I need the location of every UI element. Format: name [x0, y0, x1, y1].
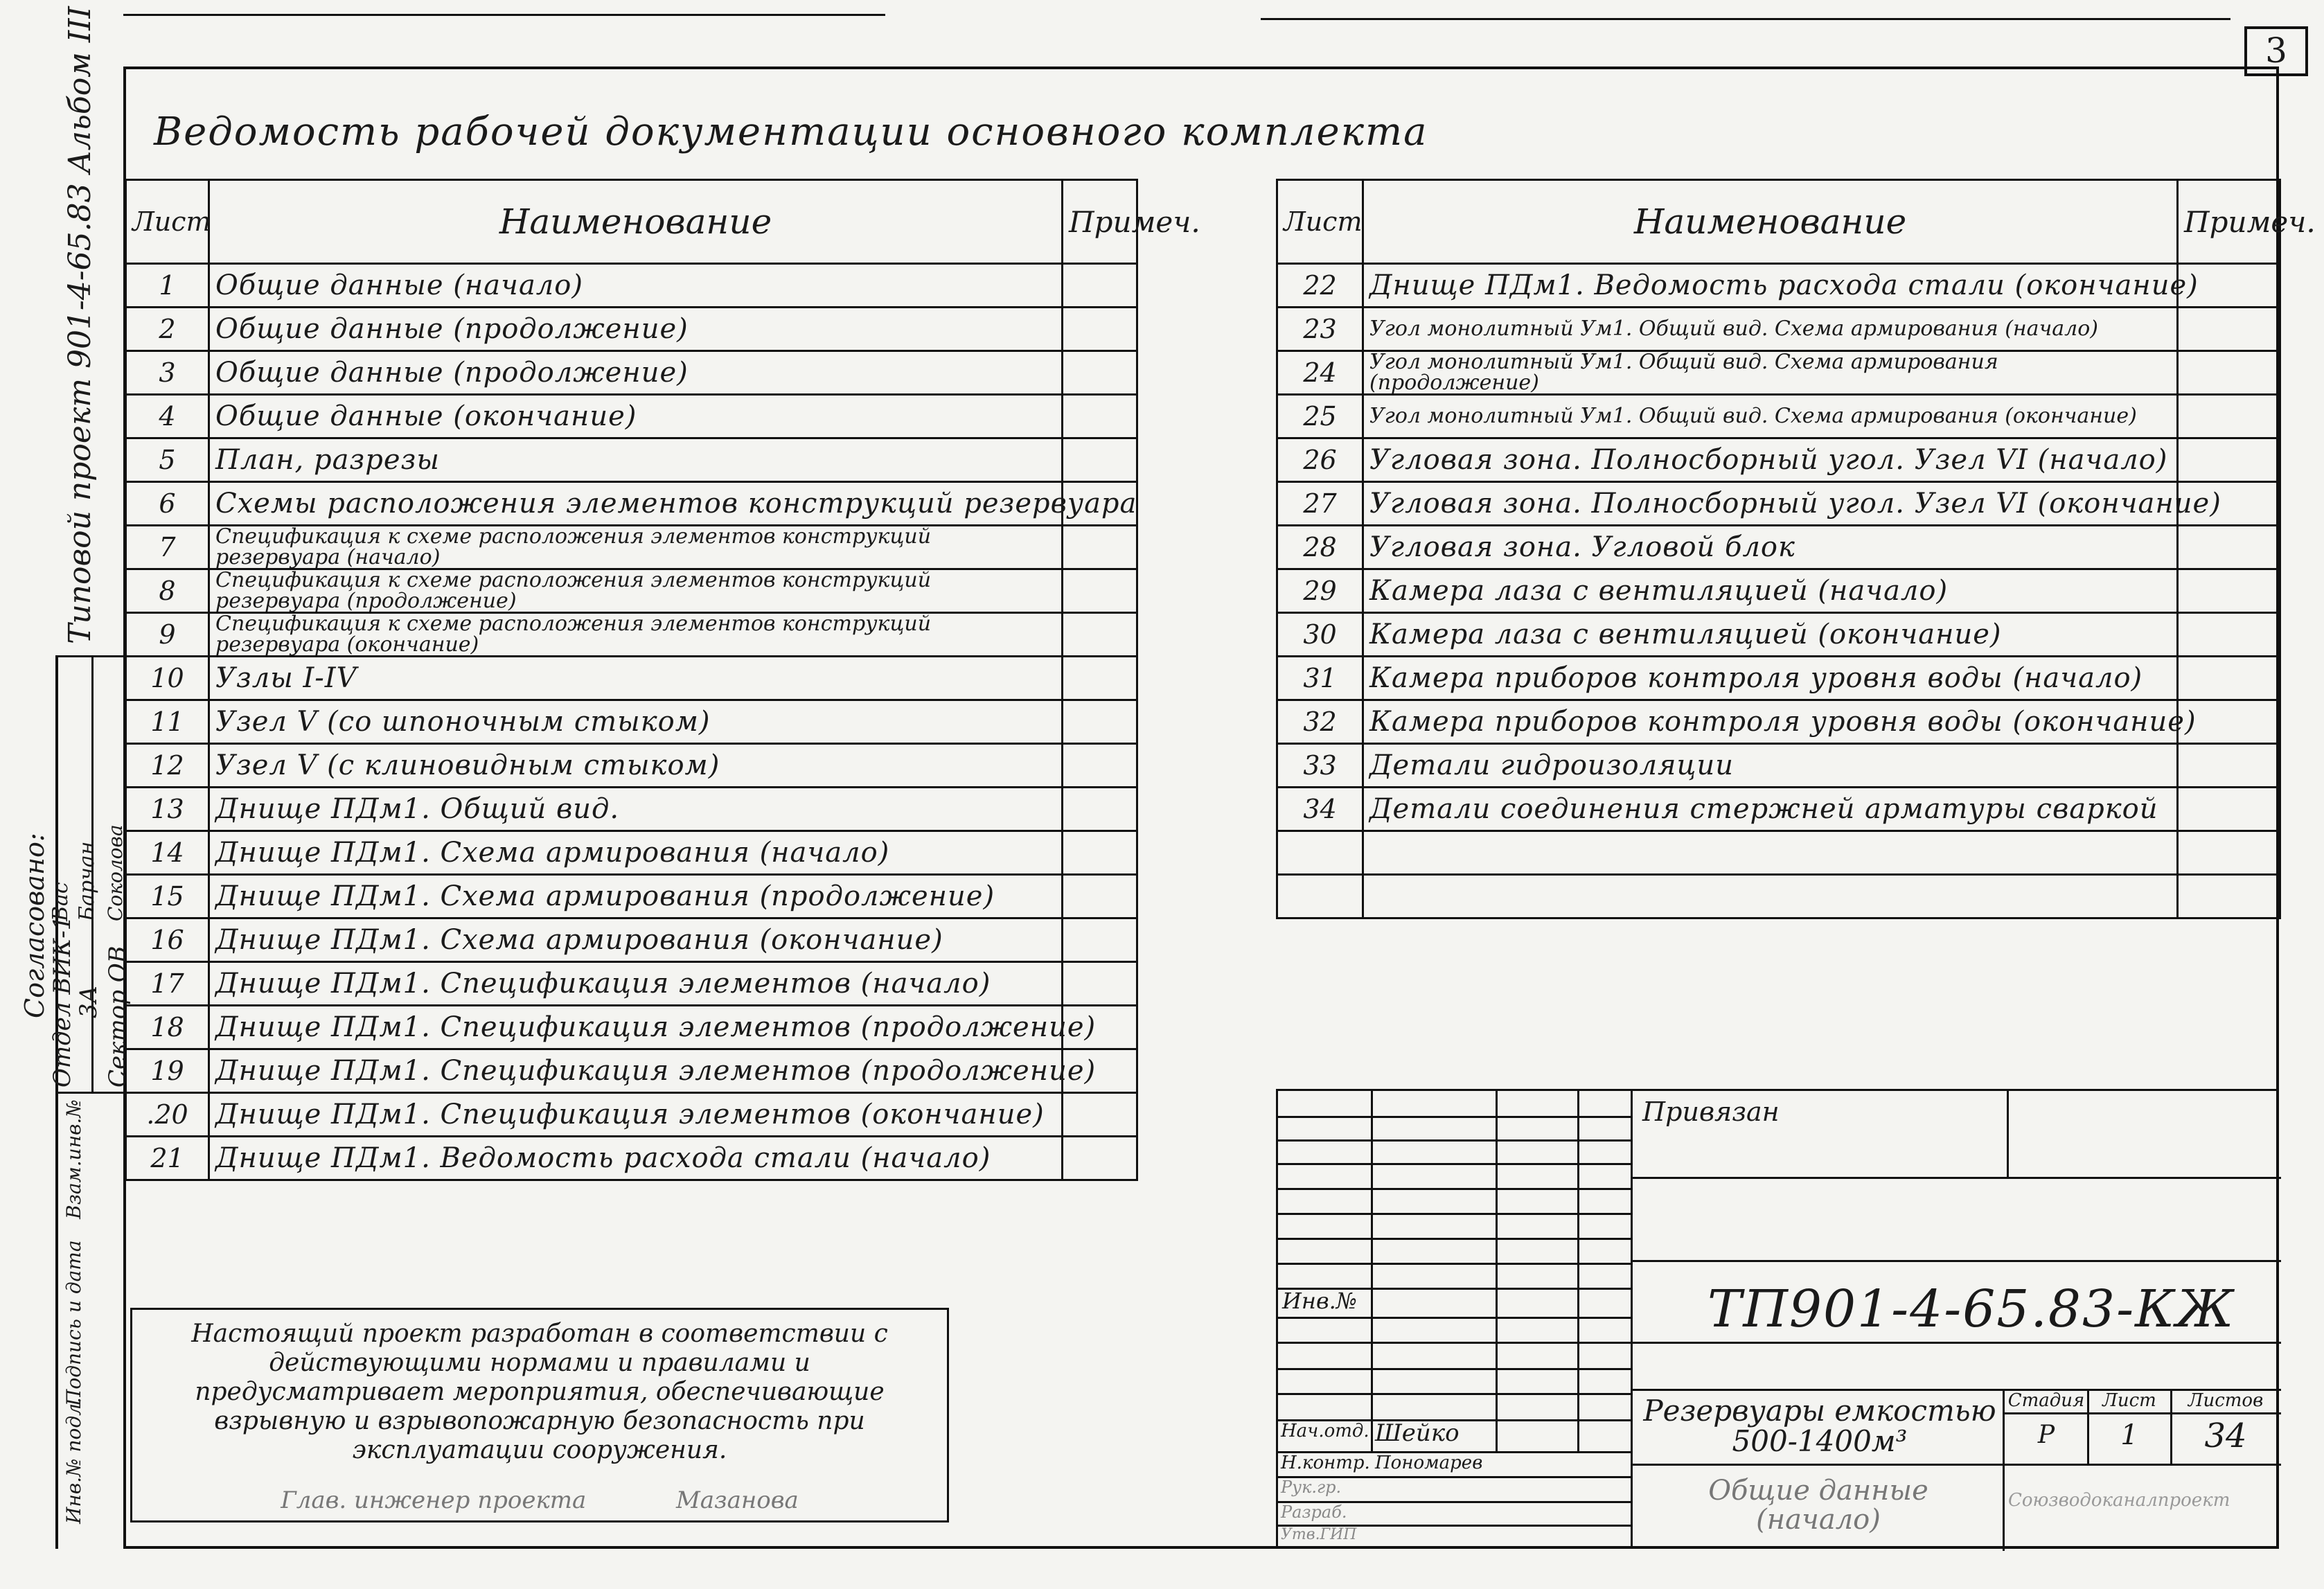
sheet-note [2178, 875, 2280, 918]
sheet-note [2178, 569, 2280, 613]
sheet-number: 29 [1277, 569, 1363, 613]
document-row [1277, 744, 2280, 788]
stamp-sheets: 34 [2204, 1417, 2247, 1455]
stamp-stage: Р [2037, 1421, 2055, 1449]
sheet-note [1063, 831, 1137, 875]
sheet-number: 17 [126, 962, 209, 1006]
sheet-note [1063, 351, 1137, 395]
sheet-note [2178, 831, 2280, 875]
stamp-org: Союзводоканалпроект [2008, 1490, 2230, 1511]
project-note [130, 1308, 949, 1523]
sheet-number: 15 [126, 875, 209, 918]
sheet-name: Узлы I-IV [209, 657, 1063, 700]
sheet-number: 7 [126, 526, 209, 569]
sheet-name: Детали гидроизоляции [1363, 744, 2178, 788]
sheet-name: Общие данные (начало) [209, 264, 1063, 308]
sheet-note [1063, 438, 1137, 482]
stamp-sheet-title: Общие данные (начало) [1708, 1475, 1928, 1536]
document-row [126, 788, 1137, 831]
sheet-name: Камера приборов контроля уровня воды (окончание) [1363, 700, 2178, 744]
sheet-number: 2 [126, 308, 209, 351]
sheet-name [1363, 875, 2178, 918]
stamp-role-2: Рук.гр. [1281, 1477, 1342, 1497]
stamp-stage-h: Стадия [2007, 1390, 2085, 1411]
sheet-number: .20 [126, 1093, 209, 1137]
approval-sector: 3А [75, 985, 103, 1018]
sheet-number: 21 [126, 1137, 209, 1180]
sheet-number: 33 [1277, 744, 1363, 788]
approval-sector-name: Сектор ОВ [104, 946, 132, 1088]
stamp-role-3: Разраб. [1281, 1502, 1347, 1522]
stamp-role-1: Н.контр. [1281, 1453, 1370, 1473]
col-header-name: Наименование [209, 180, 1063, 264]
sheet-note [1063, 1093, 1137, 1137]
sheet-number [1277, 875, 1363, 918]
stamp-name-0: Шейко [1375, 1419, 1460, 1447]
sheet-name: Узел V (со шпоночным стыком) [209, 700, 1063, 744]
sheet-name: Угловая зона. Полносборный угол. Узел VI (начало) [1363, 438, 2178, 482]
stamp-inv: Инв.№ [1282, 1288, 1358, 1314]
sheet-number: 10 [126, 657, 209, 700]
page-number: 3 [2244, 26, 2308, 76]
sheet-name: Днище ПДм1. Спецификация элементов (продолжение) [209, 1049, 1063, 1093]
document-row [126, 482, 1137, 526]
document-row [126, 700, 1137, 744]
approval-person2: Соколова [104, 824, 127, 921]
sheet-name: План, разрезы [209, 438, 1063, 482]
sheet-name: Днище ПДм1. Ведомость расхода стали (окончание) [1363, 264, 2178, 308]
sheet-name: Камера приборов контроля уровня воды (начало) [1363, 657, 2178, 700]
sheet-name: Схемы расположения элементов конструкций резервуара [209, 482, 1063, 526]
document-row [126, 1093, 1137, 1137]
sheet-note [1063, 918, 1137, 962]
sheet-note [1063, 308, 1137, 351]
sheet-number [1277, 831, 1363, 875]
sheet-name: Угол монолитный Ум1. Общий вид. Схема армирования (продолжение) [1363, 351, 2178, 395]
document-row [1277, 264, 2280, 308]
document-row [126, 1137, 1137, 1180]
sheet-name: Спецификация к схеме расположения элементов конструкций резервуара (окончание) [209, 613, 1063, 657]
sheet-number: 9 [126, 613, 209, 657]
sheet-number: 1 [126, 264, 209, 308]
stamp-privyazan: Привязан [1642, 1097, 1780, 1127]
sheet-name: Днище ПДм1. Спецификация элементов (начало) [209, 962, 1063, 1006]
sheet-note [1063, 1137, 1137, 1180]
document-row [126, 308, 1137, 351]
sheet-note [1063, 613, 1137, 657]
sheet-name: Днище ПДм1. Спецификация элементов (продолжение) [209, 1006, 1063, 1049]
sheet-number: 19 [126, 1049, 209, 1093]
sheet-number: 28 [1277, 526, 1363, 569]
left-document-table [125, 179, 1200, 1181]
sheet-name: Спецификация к схеме расположения элементов конструкций резервуара (начало) [209, 526, 1063, 569]
document-row [126, 613, 1137, 657]
sheet-number: 34 [1277, 788, 1363, 831]
margin-line [55, 655, 58, 1549]
document-row [126, 1006, 1137, 1049]
document-row [1277, 788, 2280, 831]
document-row [126, 395, 1137, 438]
margin-vzam: Взам.инв.№ [62, 1099, 85, 1219]
sheet-number: 13 [126, 788, 209, 831]
page-title: Ведомость рабочей документации основного комплекта [154, 109, 1428, 154]
document-row [1277, 569, 2280, 613]
document-row [126, 744, 1137, 788]
sheet-note [2178, 744, 2280, 788]
document-row [126, 438, 1137, 482]
sheet-number: 22 [1277, 264, 1363, 308]
sheet-name: Днище ПДм1. Схема армирования (продолжение) [209, 875, 1063, 918]
document-row [1277, 308, 2280, 351]
sheet-note [1063, 962, 1137, 1006]
document-row [1277, 482, 2280, 526]
stamp-code: ТП901-4-65.83-КЖ [1707, 1279, 2235, 1339]
approval-agreed: Согласовано: [19, 833, 50, 1018]
engineer-role: Глав. инженер проекта [281, 1486, 587, 1514]
side-label: Типовой проект 901-4-65.83 Альбом III [62, 6, 98, 644]
document-row [126, 875, 1137, 918]
sheet-note [1063, 788, 1137, 831]
sheet-name: Камера лаза с вентиляцией (начало) [1363, 569, 2178, 613]
sheet-name: Спецификация к схеме расположения элементов конструкций резервуара (продолжение) [209, 569, 1063, 613]
stamp-name-1: Пономарев [1375, 1453, 1483, 1473]
sheet-name: Угловая зона. Угловой блок [1363, 526, 2178, 569]
stamp-role-0: Нач.отд. [1281, 1421, 1369, 1441]
sheet-number: 25 [1277, 395, 1363, 438]
sheet-name: Узел V (с клиновидным стыком) [209, 744, 1063, 788]
sheet-number: 4 [126, 395, 209, 438]
sheet-note [1063, 526, 1137, 569]
stamp-object-text: Резервуары емкостью 500-1400м³ [1643, 1394, 1996, 1458]
margin-mid-line [55, 1092, 125, 1094]
sheet-name: Угловая зона. Полносборный угол. Узел VI (окончание) [1363, 482, 2178, 526]
stamp-object [1640, 1396, 2000, 1457]
note-text: Настоящий проект разработан в соответствии с действующими нормами и правилами и предусматривает мероприятия, обеспечивающие взрывную и взрывопожарную безопасность при эксплуатации сооружения. [191, 1320, 888, 1464]
document-row [1277, 657, 2280, 700]
sheet-number: 27 [1277, 482, 1363, 526]
title-block [1276, 1089, 2279, 1549]
sheet-number: 12 [126, 744, 209, 788]
stamp-sheets-h: Листов [2188, 1390, 2264, 1411]
sheet-name: Днище ПДм1. Общий вид. [209, 788, 1063, 831]
document-row [126, 962, 1137, 1006]
stamp-role-4: Утв.ГИП [1281, 1526, 1357, 1543]
document-row [126, 569, 1137, 613]
document-row [1277, 875, 2280, 918]
sheet-name: Камера лаза с вентиляцией (окончание) [1363, 613, 2178, 657]
document-row [126, 657, 1137, 700]
col-header-sheet: Лист [1277, 180, 1363, 264]
sheet-number: 14 [126, 831, 209, 875]
engineer-name: Мазанова [675, 1486, 799, 1514]
sheet-name: Детали соединения стержней арматуры сваркой [1363, 788, 2178, 831]
col-header-note: Примеч. [2178, 180, 2280, 264]
sheet-note [1063, 264, 1137, 308]
sheet-note [2178, 613, 2280, 657]
sheet-note [1063, 744, 1137, 788]
sheet-number: 8 [126, 569, 209, 613]
col-header-name: Наименование [1363, 180, 2178, 264]
approval-dept-code: Вас [48, 882, 73, 921]
sheet-number: 26 [1277, 438, 1363, 482]
top-line-right [1261, 18, 2230, 20]
sheet-number: 24 [1277, 351, 1363, 395]
document-row [1277, 438, 2280, 482]
sheet-number: 31 [1277, 657, 1363, 700]
sheet-name: Угол монолитный Ум1. Общий вид. Схема армирования (начало) [1363, 308, 2178, 351]
document-row [126, 1049, 1137, 1093]
sheet-note [1063, 395, 1137, 438]
approval-person1: Барчан [75, 841, 99, 921]
document-row [1277, 351, 2280, 395]
sheet-note [2178, 526, 2280, 569]
sheet-note [2178, 308, 2280, 351]
document-row [126, 264, 1137, 308]
document-row [126, 918, 1137, 962]
sheet-note [2178, 395, 2280, 438]
document-row [126, 526, 1137, 569]
sheet-name: Днище ПДм1. Схема армирования (окончание) [209, 918, 1063, 962]
document-row [126, 831, 1137, 875]
col-header-sheet: Лист [126, 180, 209, 264]
sheet-number: 3 [126, 351, 209, 395]
col-header-note: Примеч. [1063, 180, 1137, 264]
sheet-number: 23 [1277, 308, 1363, 351]
sheet-number: 5 [126, 438, 209, 482]
document-row [1277, 613, 2280, 657]
sheet-note [2178, 788, 2280, 831]
sheet-note [2178, 657, 2280, 700]
document-row [1277, 831, 2280, 875]
sheet-note [2178, 438, 2280, 482]
sheet-number: 16 [126, 918, 209, 962]
sheet-note [1063, 700, 1137, 744]
approval-dept: Отдел ВИК-1 [48, 915, 76, 1088]
sheet-name: Днище ПДм1. Ведомость расхода стали (начало) [209, 1137, 1063, 1180]
sheet-name [1363, 831, 2178, 875]
right-document-table [1276, 179, 2316, 919]
sheet-number: 32 [1277, 700, 1363, 744]
sheet-number: 30 [1277, 613, 1363, 657]
stamp-sheet: 1 [2120, 1419, 2138, 1451]
document-row [1277, 395, 2280, 438]
margin-inv: Инв.№ подл. [62, 1397, 85, 1524]
sheet-name: Днище ПДм1. Спецификация элементов (окончание) [209, 1093, 1063, 1137]
sheet-number: 18 [126, 1006, 209, 1049]
document-row [1277, 700, 2280, 744]
sheet-name: Днище ПДм1. Схема армирования (начало) [209, 831, 1063, 875]
sheet-name: Общие данные (продолжение) [209, 351, 1063, 395]
sheet-note [2178, 351, 2280, 395]
sheet-name: Угол монолитный Ум1. Общий вид. Схема армирования (окончание) [1363, 395, 2178, 438]
stamp-sheet-h: Лист [2102, 1390, 2156, 1411]
margin-top-line [55, 655, 125, 657]
top-line-left [123, 14, 885, 16]
margin-sign: Подпись и дата [62, 1240, 85, 1406]
sheet-note [1063, 875, 1137, 918]
document-row [126, 351, 1137, 395]
sheet-number: 11 [126, 700, 209, 744]
sheet-name: Общие данные (продолжение) [209, 308, 1063, 351]
sheet-note [1063, 569, 1137, 613]
sheet-note [1063, 657, 1137, 700]
sheet-name: Общие данные (окончание) [209, 395, 1063, 438]
document-row [1277, 526, 2280, 569]
sheet-number: 6 [126, 482, 209, 526]
